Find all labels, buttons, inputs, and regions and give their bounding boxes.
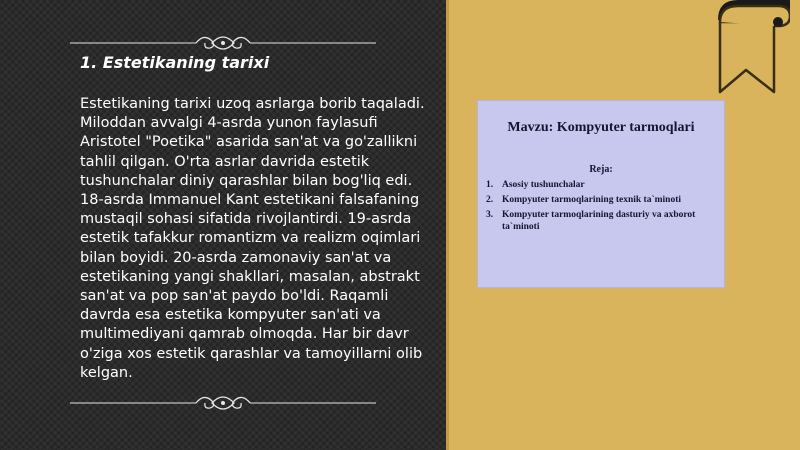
- plan-item-number: 2.: [486, 195, 494, 205]
- plan-item-text: Kompyuter tarmoqlarining texnik ta`minoti: [502, 195, 682, 205]
- card-title: Mavzu: Kompyuter tarmoqlari: [507, 120, 695, 135]
- plan-item-text: Asosiy tushunchalar: [502, 180, 585, 190]
- bottom-ornament-icon: [0, 388, 446, 418]
- plan-item-text: Kompyuter tarmoqlarining dasturiy va axborot ta`minoti: [502, 210, 696, 232]
- slide-thumbnail-card: [477, 100, 725, 288]
- plan-list: [486, 179, 714, 236]
- plan-list-item: [486, 194, 714, 206]
- bookmark-ribbon-icon: [718, 0, 790, 95]
- section-title: 1. Estetikaning tarixi: [80, 53, 270, 72]
- plan-list-item: [486, 209, 714, 233]
- plan-list-item: [486, 179, 714, 191]
- plan-label: Reja:: [589, 164, 613, 175]
- section-body-text: Estetikaning tarixi uzoq asrlarga borib taqaladi. Miloddan avvalgi 4-asrda yunon faylasufi Aristotel "Poetika" asarida san'at va go'zallikni tahlil qilgan. O'rta asrlar davrida estetik tushunchalar diniy qarashlar bilan bog'liq edi. 18-asrda Immanuel Kant estetikani falsafaning mustaqil sohasi sifatida rivojlantirdi. 19-asrda estetik tafakkur romantizm va realizm oqimlari bilan boyidi. 20-asrda zamonaviy san'at va estetikaning yangi shakllari, masalan, abstrakt san'at va pop san'at paydo bo'ldi. Raqamli davrda esa estetika kompyuter san'ati va multimediyani qamrab olmoqda. Har bir davr o'ziga xos estetik qarashlar va tamoyillarni olib kelgan.: [80, 96, 425, 381]
- plan-item-number: 3.: [486, 210, 494, 220]
- plan-item-number: 1.: [486, 180, 494, 190]
